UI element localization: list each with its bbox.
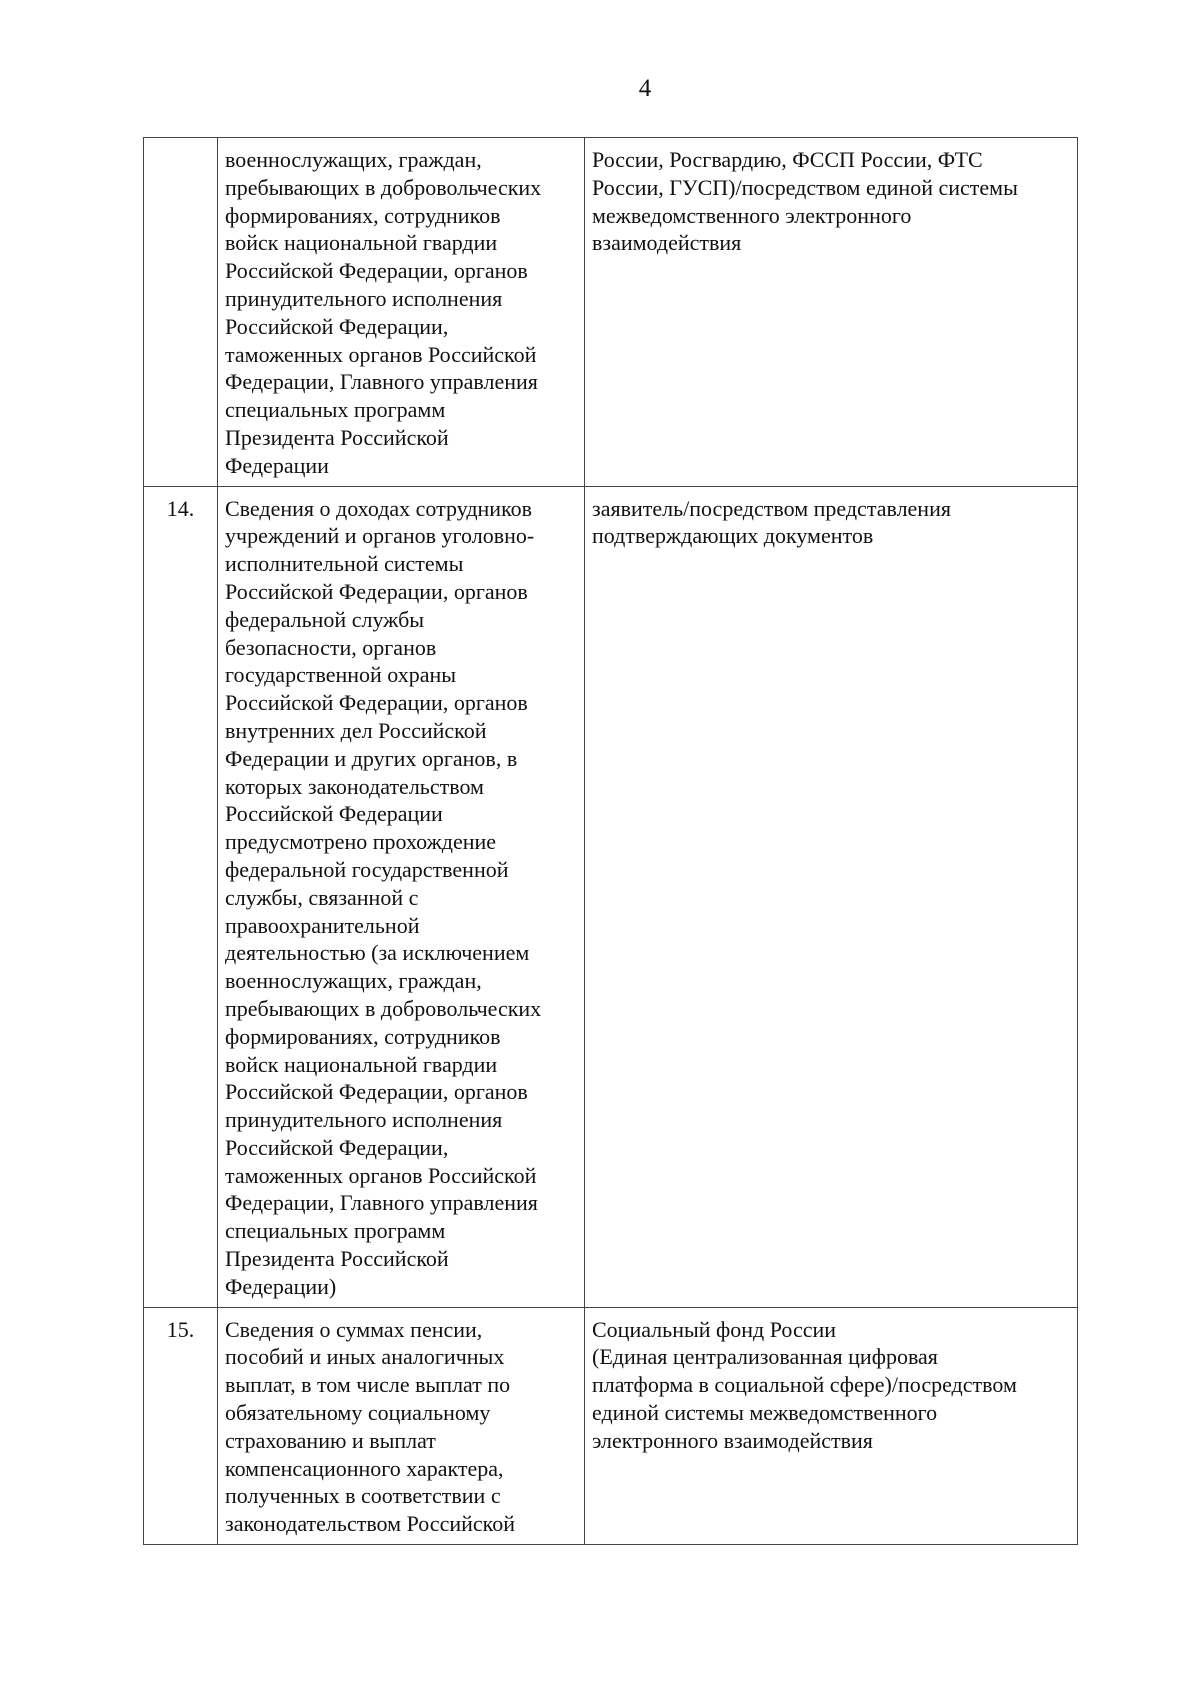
description-line: Федерации) [225, 1273, 337, 1299]
description-line: компенсационного характера, [225, 1455, 504, 1481]
description-line: учреждений и органов уголовно- [225, 523, 535, 549]
table-row [144, 1307, 1078, 1544]
description-line: внутренних дел Российской [225, 717, 487, 743]
description-line: Российской Федерации, [225, 1134, 449, 1160]
description-line: федеральной государственной [225, 856, 509, 882]
description-line: страхованию и выплат [225, 1427, 436, 1453]
description-line: Федерации, Главного управления [225, 369, 538, 395]
document-table [143, 137, 1078, 1545]
table-body [144, 138, 1078, 1545]
description-line: полученных в соответствии с [225, 1483, 501, 1509]
description-line: деятельностью (за исключением [225, 940, 530, 966]
source-line: платформа в социальной сфере)/посредством [592, 1372, 1017, 1398]
description-line: которых законодательством [225, 773, 484, 799]
source-line: взаимодействия [592, 230, 742, 256]
description-line: государственной охраны [225, 662, 457, 688]
description-line: принудительного исполнения [225, 1107, 503, 1133]
row-number: 15. [144, 1307, 218, 1544]
description-line: пребывающих в добровольческих [225, 174, 542, 200]
description-line: формированиях, сотрудников [225, 1023, 501, 1049]
description-line: специальных программ [225, 1218, 446, 1244]
source-line: заявитель/посредством представления [592, 495, 951, 521]
description-line: таможенных органов Российской [225, 1162, 537, 1188]
description-line: Российской Федерации, органов [225, 258, 528, 284]
source-line: Социальный фонд России [592, 1316, 837, 1342]
description-line: исполнительной системы [225, 551, 464, 577]
description-line: Федерации и других органов, в [225, 745, 518, 771]
description-line: принудительного исполнения [225, 285, 503, 311]
info-description-cell [218, 1307, 585, 1544]
info-description-cell [218, 138, 585, 487]
description-line: обязательному социальному [225, 1400, 491, 1426]
description-line: войск национальной гвардии [225, 1051, 498, 1077]
description-line: военнослужащих, граждан, [225, 147, 482, 172]
description-line: Российской Федерации, органов [225, 1079, 528, 1105]
description-line: федеральной службы [225, 606, 425, 632]
source-line: электронного взаимодействия [592, 1427, 873, 1453]
table-row [144, 138, 1078, 487]
info-source-cell [585, 1307, 1078, 1544]
table-row [144, 486, 1078, 1307]
info-source-cell [585, 138, 1078, 487]
description-line: Федерации [225, 452, 329, 478]
description-line: выплат, в том числе выплат по [225, 1372, 511, 1398]
description-line: законодательством Российской [225, 1511, 515, 1537]
row-number: 14. [144, 486, 218, 1307]
description-line: таможенных органов Российской [225, 341, 537, 367]
description-line: Сведения о суммах пенсии, [225, 1316, 483, 1342]
info-description-cell [218, 486, 585, 1307]
source-line: подтверждающих документов [592, 523, 874, 549]
description-line: Российской Федерации, органов [225, 578, 528, 604]
description-line: Сведения о доходах сотрудников [225, 495, 533, 521]
description-line: безопасности, органов [225, 634, 437, 660]
description-line: Российской Федерации, органов [225, 690, 528, 716]
description-line: пребывающих в добровольческих [225, 995, 542, 1021]
description-line: Президента Российской [225, 1246, 449, 1272]
description-line: Федерации, Главного управления [225, 1190, 538, 1216]
description-line: формированиях, сотрудников [225, 202, 501, 228]
description-line: правоохранительной [225, 912, 420, 938]
description-line: Российской Федерации, [225, 313, 449, 339]
description-line: Президента Российской [225, 424, 449, 450]
row-number [144, 138, 218, 487]
page-number: 4 [638, 75, 652, 102]
source-line: единой системы межведомственного [592, 1400, 938, 1426]
description-line: военнослужащих, граждан, [225, 968, 482, 994]
source-line: России, ГУСП)/посредством единой системы [592, 174, 1018, 200]
source-line: (Единая централизованная цифровая [592, 1344, 938, 1370]
description-line: предусмотрено прохождение [225, 829, 497, 855]
description-line: специальных программ [225, 397, 446, 423]
description-line: войск национальной гвардии [225, 230, 498, 256]
description-line: пособий и иных аналогичных [225, 1344, 505, 1370]
source-line: межведомственного электронного [592, 202, 912, 228]
description-line: Российской Федерации [225, 801, 443, 827]
source-line: России, Росгвардию, ФССП России, ФТС [592, 147, 983, 172]
info-source-cell [585, 486, 1078, 1307]
description-line: службы, связанной с [225, 884, 419, 910]
